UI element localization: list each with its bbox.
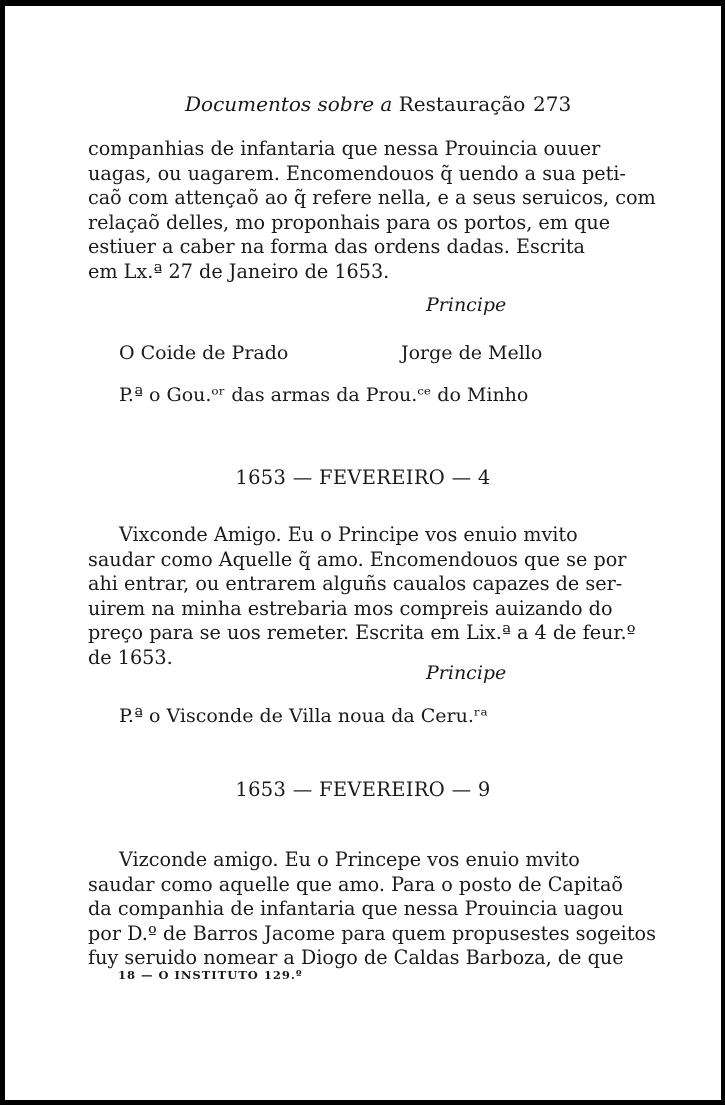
text-line: saudar como Aquelle q̃ amo. Encomendouos que se por: [88, 547, 627, 571]
text-line: estiuer a caber na forma das ordens dadas. Escrita: [88, 235, 586, 258]
letter-2-body: [88, 523, 636, 670]
text-line: ahi entrar, ou entrarem alguñs caualos capazes de ser-: [88, 572, 623, 595]
text-line: Vizconde amigo. Eu o Princepe vos enuio mvito: [119, 848, 580, 871]
text-line: preço para se uos remeter. Escrita em Lix.ª a 4 de feur.º: [88, 621, 636, 644]
text-line: saudar como aquelle que amo. Para o posto de Capitaõ: [88, 872, 623, 896]
footer-signature-mark: 18 — O INSTITUTO 129.º: [118, 968, 303, 982]
letter-2-signature: Principe: [426, 662, 507, 684]
text-line: fuy seruido nomear a Diogo de Caldas Barboza, de que: [88, 946, 624, 969]
date-heading-2: 1653 — FEVEREIRO — 9: [235, 778, 491, 801]
letter-1-address: P.ª o Gou.ᵒʳ das armas da Prou.ᶜᵉ do Minho: [119, 384, 529, 406]
text-line: caõ com attençaõ ao q̃ refere nella, e a seus seruicos, com: [88, 186, 656, 209]
text-line: Vixconde Amigo. Eu o Principe vos enuio mvito: [119, 523, 578, 546]
text-line: em Lx.ª 27 de Janeiro de 1653.: [88, 259, 390, 283]
text-line: uagas, ou uagarem. Encomendouos q̃ uendo a sua peti-: [88, 161, 626, 185]
text-line: de 1653.: [88, 645, 173, 669]
document-page: [5, 6, 721, 1100]
running-header: [5, 92, 721, 122]
text-line: relaçaõ delles, mo proponhais para os portos, em que: [88, 210, 611, 234]
text-line: uirem na minha estrebaria mos compreis auizando do: [88, 596, 613, 620]
running-title: Documentos sobre a Restauração: [185, 92, 526, 116]
letter-2-address: P.ª o Visconde de Villa noua da Ceru.ʳᵃ: [119, 705, 488, 727]
letter-1-cosigner-right: Jorge de Mello: [401, 342, 543, 364]
text-line: por D.º de Barros Jacome para quem propusestes sogeitos: [88, 921, 656, 945]
letter-1-signature: Principe: [426, 294, 507, 316]
text-line: companhias de infantaria que nessa Prouincia ouuer: [88, 137, 601, 160]
text-line: da companhia de infantaria que nessa Prouincia uagou: [88, 897, 624, 920]
letter-1-body: [88, 137, 656, 284]
letter-3-body: [88, 848, 656, 971]
page-number: 273: [533, 92, 572, 116]
date-heading-1: 1653 — FEVEREIRO — 4: [235, 466, 491, 489]
letter-1-cosigner-left: O Coide de Prado: [119, 342, 289, 364]
